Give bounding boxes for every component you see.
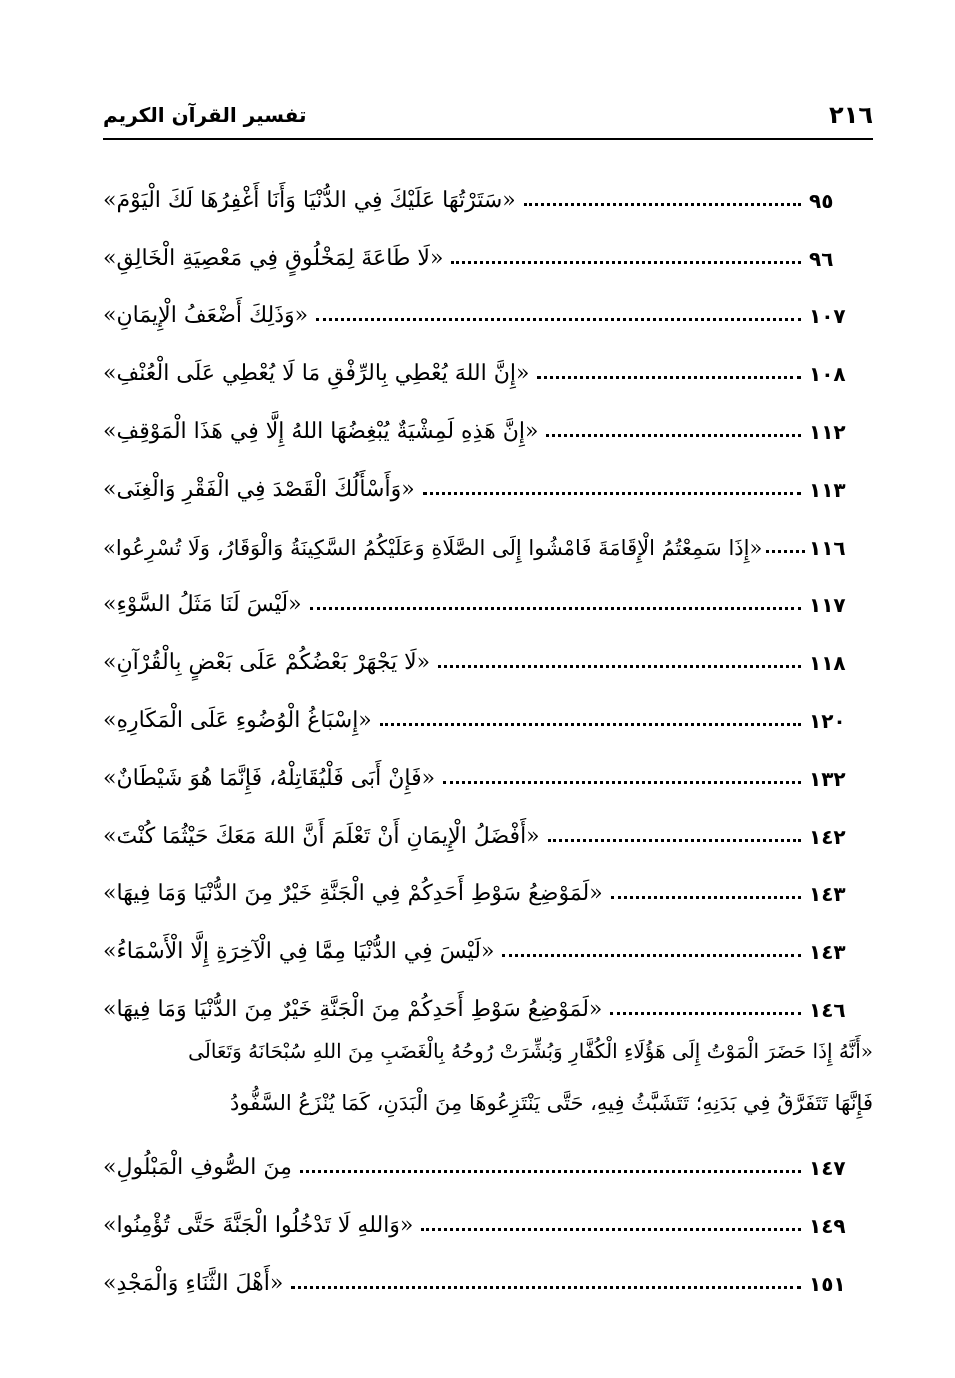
- page-ref: ١١٦: [809, 535, 846, 560]
- page-ref: ٩٥: [809, 188, 834, 213]
- hadith-text: «لَمَوْضِعُ سَوْطِ أَحَدِكُمْ فِي الْجَنَّةِ خَيْرٌ مِنَ الدُّنْيَا وَمَا فِيهَا»: [103, 881, 603, 907]
- index-entry: [103, 565, 873, 623]
- hadith-text: «لَيْسَ لَنَا مَثَلُ السَّوْءِ»: [103, 592, 302, 618]
- dot-leader: [438, 664, 801, 668]
- page-ref: ١٢٠: [809, 708, 846, 733]
- index-entry: [103, 391, 873, 449]
- page-ref: ١٤٣: [809, 882, 846, 907]
- index-entry: [103, 507, 873, 565]
- hadith-text-last-line: [103, 1131, 873, 1185]
- dot-leader: [537, 375, 801, 379]
- index-entry: [103, 622, 873, 680]
- dot-leader: [316, 317, 801, 321]
- hadith-text-line: مِنَ الصُّوفِ الْمَبْلُولِ»: [103, 1154, 292, 1180]
- index-entry: [103, 911, 873, 969]
- dot-leader: [380, 722, 801, 726]
- page-ref: ١١٧: [809, 593, 846, 618]
- index-list: [103, 160, 873, 1301]
- hadith-text: «وَذَلِكَ أَضْعَفُ الْإِيمَانِ»: [103, 303, 309, 329]
- page-ref: ١٤٩: [809, 1213, 846, 1238]
- hadith-text: «أَفْضَلُ الْإِيمَانِ أَنْ تَعْلَمَ أَنَّ اللهَ مَعَكَ حَيْثُمَا كُنْتَ»: [103, 823, 540, 849]
- dot-leader: [766, 549, 805, 553]
- dot-leader: [546, 433, 801, 437]
- hadith-text-line: «أَنَّهُ إِذَا حَضَرَ الْمَوْتُ إِلَى هَؤُلَاءِ الْكُفَّارِ وَبُشِّرَتْ رُوحُهُ بِالْغَضَبِ مِنَ اللهِ سُبْحَانَهُ وَتَعَالَى: [188, 1038, 873, 1063]
- header-rule: [103, 138, 873, 140]
- hadith-text: «وَأَسْأَلُكَ الْقَصْدَ فِي الْفَقْرِ وَالْغِنَى»: [103, 476, 415, 502]
- page-ref: ١٣٢: [809, 766, 846, 791]
- dot-leader: [524, 202, 801, 206]
- index-entry: [103, 160, 873, 218]
- hadith-text: «لَمَوْضِعُ سَوْطِ أَحَدِكُمْ مِنَ الْجَنَّةِ خَيْرٌ مِنَ الدُّنْيَا وَمَا فِيهَا»: [103, 996, 603, 1022]
- index-entry: [103, 276, 873, 334]
- hadith-text: «لَا يَجْهَرْ بَعْضُكُمْ عَلَى بَعْضٍ بِالْقُرْآنِ»: [103, 650, 431, 676]
- dot-leader: [610, 1011, 801, 1015]
- index-entry: [103, 1185, 873, 1243]
- page-ref: ١٠٧: [809, 304, 846, 329]
- page-ref: ١٥١: [809, 1271, 846, 1296]
- dot-leader: [451, 260, 801, 264]
- hadith-text: «لَيْسَ فِي الدُّنْيَا مِمَّا فِي الْآخِرَةِ إِلَّا الْأَسْمَاءُ»: [103, 939, 495, 965]
- page-number: ٢١٦: [829, 101, 873, 129]
- index-entry: [103, 218, 873, 276]
- hadith-text: «إِسْبَاغُ الْوُضُوءِ عَلَى الْمَكَارِهِ»: [103, 707, 372, 733]
- dot-leader: [443, 780, 801, 784]
- index-entry: [103, 854, 873, 912]
- index-entry: [103, 796, 873, 854]
- dot-leader: [310, 606, 801, 610]
- index-entry: [103, 333, 873, 391]
- page-ref: ١٤٦: [809, 997, 846, 1022]
- dot-leader: [291, 1285, 801, 1289]
- dot-leader: [423, 491, 801, 495]
- page-header: [103, 95, 873, 135]
- dot-leader: [548, 838, 801, 842]
- index-entry: [103, 449, 873, 507]
- page-ref: ١٤٢: [809, 824, 846, 849]
- dot-leader: [421, 1227, 801, 1231]
- page-ref: ١١٢: [809, 419, 846, 444]
- hadith-text: «لَا طَاعَةَ لِمَخْلُوقٍ فِي مَعْصِيَةِ الْخَالِقِ»: [103, 245, 444, 271]
- hadith-text: «إِذَا سَمِعْتُمُ الْإِقَامَةَ فَامْشُوا إِلَى الصَّلَاةِ وَعَلَيْكُمُ السَّكِينَةُ وَالْوَقَارُ، وَلَا تُسْرِعُوا»: [103, 535, 763, 560]
- page-ref: ١٠٨: [809, 362, 846, 387]
- hadith-text-line: فَإِنَّهَا تَتَفَرَّقُ فِي بَدَنِهِ؛ تَتَشَبَّثُ فِيهِ، حَتَّى يَنْتَزِعُوهَا مِنَ الْبَدَنِ، كَمَا يُنْزَعُ السَّفُّودُ: [229, 1090, 873, 1115]
- index-entry: [103, 680, 873, 738]
- page-ref: ١١٨: [809, 651, 846, 676]
- page-ref: ١٤٧: [809, 1155, 846, 1180]
- book-title: تفسير القرآن الكريم: [103, 103, 307, 127]
- page-ref: ٩٦: [809, 246, 834, 271]
- dot-leader: [611, 895, 801, 899]
- hadith-text: «سَتَرْتُهَا عَلَيْكَ فِي الدُّنْيَا وَأَنَا أَغْفِرُهَا لَكَ الْيَوْمَ»: [103, 187, 516, 213]
- index-entry: [103, 1243, 873, 1301]
- dot-leader: [300, 1169, 801, 1173]
- hadith-text: «إِنَّ اللهَ يُعْطِي بِالرِّفْقِ مَا لَا يُعْطِي عَلَى الْعُنْفِ»: [103, 361, 530, 387]
- index-entry: [103, 969, 873, 1027]
- hadith-text: «فَإِنْ أَبَى فَلْيُقَاتِلْهُ، فَإِنَّمَا هُوَ شَيْطَانٌ»: [103, 765, 436, 791]
- hadith-text: «وَاللهِ لَا تَدْخُلُوا الْجَنَّةَ حَتَّى تُؤْمِنُوا»: [103, 1212, 414, 1238]
- hadith-text: «إِنَّ هَذِهِ لَمِشْيَةٌ يُبْغِضُهَا اللهُ إِلَّا فِي هَذَا الْمَوْقِفِ»: [103, 418, 539, 444]
- index-entry: [103, 738, 873, 796]
- index-entry-multiline: [103, 1027, 873, 1185]
- hadith-text: «أَهْلَ الثَّنَاءِ وَالْمَجْدِ»: [103, 1270, 284, 1296]
- dot-leader: [502, 953, 801, 957]
- page-ref: ١٤٣: [809, 940, 846, 965]
- page-ref: ١١٣: [809, 477, 846, 502]
